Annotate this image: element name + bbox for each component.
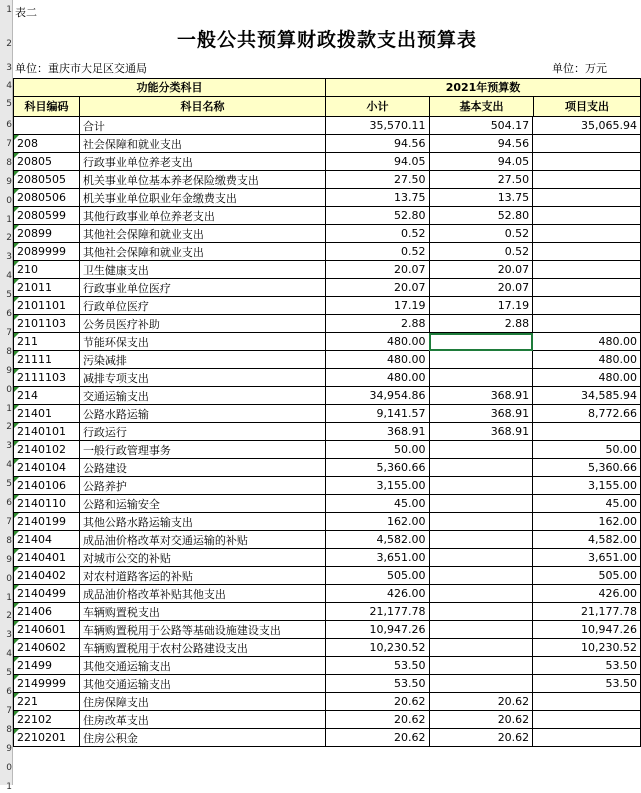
total-cell[interactable]: 45.00: [325, 495, 429, 513]
row-number[interactable]: 3: [6, 441, 12, 452]
row-number[interactable]: 4: [6, 81, 12, 91]
table-row: [14, 369, 641, 387]
budget-table: [13, 116, 641, 747]
row-number[interactable]: 0: [6, 384, 12, 395]
row-number[interactable]: 2: [6, 39, 12, 49]
total-cell[interactable]: 20.07: [325, 279, 429, 297]
table-row: [14, 675, 641, 693]
basic-cell[interactable]: [429, 513, 533, 531]
table-row: [14, 279, 641, 297]
total-cell[interactable]: 480.00: [325, 333, 429, 351]
code-cell[interactable]: 2111103: [14, 369, 80, 387]
basic-cell[interactable]: [429, 531, 533, 549]
project-cell[interactable]: [533, 261, 641, 279]
code-cell[interactable]: 2149999: [14, 675, 80, 693]
basic-cell[interactable]: [429, 567, 533, 585]
basic-cell[interactable]: 504.17: [429, 117, 533, 135]
table-row: [14, 351, 641, 369]
row-number[interactable]: 9: [6, 365, 12, 376]
name-cell[interactable]: 行政单位医疗: [79, 297, 325, 315]
row-number[interactable]: 4: [6, 649, 12, 660]
project-cell[interactable]: 10,230.52: [533, 639, 641, 657]
basic-cell[interactable]: [429, 657, 533, 675]
row-number[interactable]: 7: [6, 327, 12, 338]
name-cell[interactable]: 行政事业单位医疗: [79, 279, 325, 297]
row-number[interactable]: 8: [6, 157, 12, 168]
header-group-budget[interactable]: 2021年预算数: [325, 78, 641, 97]
project-cell[interactable]: 4,582.00: [533, 531, 641, 549]
code-cell[interactable]: 2140199: [14, 513, 80, 531]
row-number[interactable]: 6: [6, 120, 12, 130]
code-cell[interactable]: 2140104: [14, 459, 80, 477]
header-total[interactable]: 小计: [325, 96, 430, 117]
total-cell[interactable]: 52.80: [325, 207, 429, 225]
project-cell[interactable]: 34,585.94: [533, 387, 641, 405]
name-cell[interactable]: 卫生健康支出: [79, 261, 325, 279]
project-cell[interactable]: 8,772.66: [533, 405, 641, 423]
basic-cell[interactable]: [429, 675, 533, 693]
row-number[interactable]: 3: [6, 630, 12, 641]
code-cell[interactable]: 2080506: [14, 189, 80, 207]
row-number[interactable]: 6: [6, 309, 12, 319]
basic-cell[interactable]: [429, 549, 533, 567]
project-cell[interactable]: 21,177.78: [533, 603, 641, 621]
row-number[interactable]: 6: [6, 687, 12, 697]
row-number[interactable]: 3: [6, 252, 12, 263]
total-cell[interactable]: 2.88: [325, 315, 429, 333]
row-number[interactable]: 7: [6, 138, 12, 149]
project-cell[interactable]: [533, 693, 641, 711]
basic-cell[interactable]: 368.91: [429, 405, 533, 423]
total-cell[interactable]: 17.19: [325, 297, 429, 315]
total-cell[interactable]: 4,582.00: [325, 531, 429, 549]
project-cell[interactable]: [533, 171, 641, 189]
code-cell[interactable]: 2089999: [14, 243, 80, 261]
row-number[interactable]: 0: [6, 573, 12, 584]
name-cell[interactable]: 节能环保支出: [79, 333, 325, 351]
table-row: [14, 405, 641, 423]
project-cell[interactable]: [533, 207, 641, 225]
code-cell[interactable]: 20899: [14, 225, 80, 243]
code-cell[interactable]: 2101101: [14, 297, 80, 315]
table-row: [14, 513, 641, 531]
table-row: [14, 729, 641, 747]
row-number[interactable]: 9: [6, 176, 12, 187]
row-number[interactable]: 8: [6, 724, 12, 735]
total-cell[interactable]: 20.62: [325, 693, 429, 711]
total-cell[interactable]: 53.50: [325, 657, 429, 675]
name-cell[interactable]: 污染减排: [79, 351, 325, 369]
name-cell[interactable]: 对城市公交的补贴: [79, 549, 325, 567]
total-cell[interactable]: 94.56: [325, 135, 429, 153]
basic-cell[interactable]: [429, 585, 533, 603]
table-row: [14, 585, 641, 603]
name-cell[interactable]: 车辆购置税支出: [79, 603, 325, 621]
project-cell[interactable]: [533, 423, 641, 441]
table-row: [14, 297, 641, 315]
code-cell[interactable]: 2140601: [14, 621, 80, 639]
name-cell[interactable]: 公路水路运输: [79, 405, 325, 423]
code-cell[interactable]: 2140401: [14, 549, 80, 567]
code-cell[interactable]: 2140110: [14, 495, 80, 513]
name-cell[interactable]: 成品油价格改革对交通运输的补贴: [79, 531, 325, 549]
basic-cell[interactable]: [429, 459, 533, 477]
table-row: [14, 261, 641, 279]
total-cell[interactable]: 20.62: [325, 729, 429, 747]
total-cell[interactable]: 3,651.00: [325, 549, 429, 567]
total-cell[interactable]: 162.00: [325, 513, 429, 531]
code-cell[interactable]: 2140499: [14, 585, 80, 603]
table-row: [14, 171, 641, 189]
table-row: [14, 333, 641, 351]
basic-cell[interactable]: [429, 369, 533, 387]
basic-cell[interactable]: [429, 639, 533, 657]
code-cell[interactable]: 208: [14, 135, 80, 153]
name-cell[interactable]: 公路和运输安全: [79, 495, 325, 513]
table-row: [14, 243, 641, 261]
table-row: [14, 549, 641, 567]
table-row: [14, 117, 641, 135]
name-cell[interactable]: 对农村道路客运的补贴: [79, 567, 325, 585]
table-row: [14, 621, 641, 639]
basic-cell[interactable]: [429, 333, 533, 351]
row-number[interactable]: 4: [6, 271, 12, 282]
total-cell[interactable]: 10,947.26: [325, 621, 429, 639]
basic-cell[interactable]: [429, 351, 533, 369]
basic-cell[interactable]: 20.07: [429, 261, 533, 279]
name-cell[interactable]: 住房公积金: [79, 729, 325, 747]
basic-cell[interactable]: 20.62: [429, 711, 533, 729]
name-cell[interactable]: 其他公路水路运输支出: [79, 513, 325, 531]
total-cell[interactable]: 94.05: [325, 153, 429, 171]
project-cell[interactable]: 480.00: [533, 369, 641, 387]
project-cell[interactable]: [533, 189, 641, 207]
code-cell[interactable]: 2140101: [14, 423, 80, 441]
basic-cell[interactable]: [429, 441, 533, 459]
name-cell[interactable]: 公路建设: [79, 459, 325, 477]
header-basic[interactable]: 基本支出: [429, 96, 534, 117]
code-cell[interactable]: 2101103: [14, 315, 80, 333]
basic-cell[interactable]: 0.52: [429, 243, 533, 261]
basic-cell[interactable]: [429, 603, 533, 621]
row-number[interactable]: 5: [6, 290, 12, 301]
table-row: [14, 189, 641, 207]
name-cell[interactable]: 成品油价格改革补贴其他支出: [79, 585, 325, 603]
name-cell[interactable]: 车辆购置税用于农村公路建设支出: [79, 639, 325, 657]
code-cell[interactable]: 21111: [14, 351, 80, 369]
name-cell[interactable]: 社会保障和就业支出: [79, 135, 325, 153]
project-cell[interactable]: 3,651.00: [533, 549, 641, 567]
table-row: [14, 207, 641, 225]
row-number[interactable]: 1: [6, 781, 12, 792]
project-cell[interactable]: 50.00: [533, 441, 641, 459]
basic-cell[interactable]: [429, 495, 533, 513]
row-number[interactable]: 1: [6, 403, 12, 414]
unit-left[interactable]: 单位：重庆市大足区交通局: [15, 62, 147, 75]
table-row: [14, 639, 641, 657]
total-cell[interactable]: 35,570.11: [325, 117, 429, 135]
code-cell[interactable]: 2140106: [14, 477, 80, 495]
code-cell[interactable]: 21404: [14, 531, 80, 549]
total-cell[interactable]: 9,141.57: [325, 405, 429, 423]
total-cell[interactable]: 13.75: [325, 189, 429, 207]
name-cell[interactable]: 其他交通运输支出: [79, 657, 325, 675]
row-number[interactable]: 8: [6, 346, 12, 357]
code-cell[interactable]: 214: [14, 387, 80, 405]
header-code[interactable]: 科目编码: [13, 96, 80, 117]
row-number[interactable]: 2: [6, 422, 12, 433]
basic-cell[interactable]: [429, 621, 533, 639]
row-number[interactable]: 0: [6, 195, 12, 206]
total-cell[interactable]: 53.50: [325, 675, 429, 693]
table-row: [14, 531, 641, 549]
table-note[interactable]: 表二: [15, 6, 37, 19]
table-row: [14, 387, 641, 405]
total-cell[interactable]: 50.00: [325, 441, 429, 459]
row-number[interactable]: 6: [6, 498, 12, 508]
code-cell[interactable]: 21401: [14, 405, 80, 423]
name-cell[interactable]: 合计: [79, 117, 325, 135]
name-cell[interactable]: 公务员医疗补助: [79, 315, 325, 333]
project-cell[interactable]: 162.00: [533, 513, 641, 531]
row-header-column[interactable]: [0, 0, 13, 792]
table-row: [14, 153, 641, 171]
code-cell[interactable]: 2140102: [14, 441, 80, 459]
project-cell[interactable]: [533, 297, 641, 315]
project-cell[interactable]: 3,155.00: [533, 477, 641, 495]
code-cell[interactable]: 21499: [14, 657, 80, 675]
total-cell[interactable]: 3,155.00: [325, 477, 429, 495]
code-cell[interactable]: 2080505: [14, 171, 80, 189]
row-number[interactable]: 0: [6, 762, 12, 773]
row-number[interactable]: 1: [6, 592, 12, 603]
table-row: [14, 459, 641, 477]
row-number[interactable]: 2: [6, 611, 12, 622]
name-cell[interactable]: 住房保障支出: [79, 693, 325, 711]
header-project[interactable]: 项目支出: [533, 96, 641, 117]
row-number[interactable]: 7: [6, 516, 12, 527]
total-cell[interactable]: 34,954.86: [325, 387, 429, 405]
project-cell[interactable]: 480.00: [533, 333, 641, 351]
name-cell[interactable]: 行政事业单位养老支出: [79, 153, 325, 171]
code-cell[interactable]: 210: [14, 261, 80, 279]
project-cell[interactable]: [533, 225, 641, 243]
table-row: [14, 441, 641, 459]
code-cell[interactable]: 2140602: [14, 639, 80, 657]
basic-cell[interactable]: 13.75: [429, 189, 533, 207]
table-row: [14, 603, 641, 621]
table-row: [14, 315, 641, 333]
basic-cell[interactable]: 0.52: [429, 225, 533, 243]
total-cell[interactable]: 480.00: [325, 369, 429, 387]
basic-cell[interactable]: 94.56: [429, 135, 533, 153]
row-number[interactable]: 1: [6, 5, 12, 15]
code-cell[interactable]: 2140402: [14, 567, 80, 585]
name-cell[interactable]: 公路养护: [79, 477, 325, 495]
total-cell[interactable]: 505.00: [325, 567, 429, 585]
basic-cell[interactable]: 27.50: [429, 171, 533, 189]
name-cell[interactable]: 其他社会保障和就业支出: [79, 225, 325, 243]
total-cell[interactable]: 0.52: [325, 225, 429, 243]
total-cell[interactable]: 20.62: [325, 711, 429, 729]
code-cell[interactable]: [14, 117, 80, 135]
row-number[interactable]: 5: [6, 668, 12, 679]
project-cell[interactable]: [533, 315, 641, 333]
name-cell[interactable]: 其他社会保障和就业支出: [79, 243, 325, 261]
row-number[interactable]: 3: [6, 63, 12, 73]
total-cell[interactable]: 5,360.66: [325, 459, 429, 477]
name-cell[interactable]: 机关事业单位基本养老保险缴费支出: [79, 171, 325, 189]
table-row: [14, 693, 641, 711]
name-cell[interactable]: 减排专项支出: [79, 369, 325, 387]
table-row: [14, 657, 641, 675]
basic-cell[interactable]: 52.80: [429, 207, 533, 225]
table-row: [14, 225, 641, 243]
name-cell[interactable]: 车辆购置税用于公路等基础设施建设支出: [79, 621, 325, 639]
project-cell[interactable]: 10,947.26: [533, 621, 641, 639]
code-cell[interactable]: 2210201: [14, 729, 80, 747]
project-cell[interactable]: [533, 153, 641, 171]
project-cell[interactable]: 53.50: [533, 675, 641, 693]
code-cell[interactable]: 22102: [14, 711, 80, 729]
project-cell[interactable]: [533, 243, 641, 261]
project-cell[interactable]: [533, 279, 641, 297]
total-cell[interactable]: 10,230.52: [325, 639, 429, 657]
total-cell[interactable]: 368.91: [325, 423, 429, 441]
header-name[interactable]: 科目名称: [79, 96, 326, 117]
total-cell[interactable]: 0.52: [325, 243, 429, 261]
row-number[interactable]: 5: [6, 99, 12, 109]
header-group-function[interactable]: 功能分类科目: [13, 78, 326, 97]
code-cell[interactable]: 211: [14, 333, 80, 351]
project-cell[interactable]: 426.00: [533, 585, 641, 603]
total-cell[interactable]: 480.00: [325, 351, 429, 369]
row-number[interactable]: 8: [6, 535, 12, 546]
name-cell[interactable]: 住房改革支出: [79, 711, 325, 729]
row-number[interactable]: 7: [6, 705, 12, 716]
code-cell[interactable]: 221: [14, 693, 80, 711]
name-cell[interactable]: 行政运行: [79, 423, 325, 441]
code-cell[interactable]: 21406: [14, 603, 80, 621]
project-cell[interactable]: 35,065.94: [533, 117, 641, 135]
basic-cell[interactable]: [429, 477, 533, 495]
project-cell[interactable]: 480.00: [533, 351, 641, 369]
basic-cell[interactable]: 20.62: [429, 693, 533, 711]
project-cell[interactable]: 45.00: [533, 495, 641, 513]
basic-cell[interactable]: 368.91: [429, 387, 533, 405]
basic-cell[interactable]: 368.91: [429, 423, 533, 441]
name-cell[interactable]: 其他交通运输支出: [79, 675, 325, 693]
code-cell[interactable]: 20805: [14, 153, 80, 171]
code-cell[interactable]: 2080599: [14, 207, 80, 225]
unit-right[interactable]: 单位：万元: [552, 62, 607, 75]
project-cell[interactable]: 53.50: [533, 657, 641, 675]
total-cell[interactable]: 21,177.78: [325, 603, 429, 621]
total-cell[interactable]: 426.00: [325, 585, 429, 603]
name-cell[interactable]: 其他行政事业单位养老支出: [79, 207, 325, 225]
table-row: [14, 711, 641, 729]
row-number[interactable]: 2: [6, 233, 12, 244]
name-cell[interactable]: 机关事业单位职业年金缴费支出: [79, 189, 325, 207]
row-number[interactable]: 9: [6, 743, 12, 754]
basic-cell[interactable]: 2.88: [429, 315, 533, 333]
name-cell[interactable]: 一般行政管理事务: [79, 441, 325, 459]
table-row: [14, 495, 641, 513]
table-row: [14, 423, 641, 441]
project-cell[interactable]: [533, 135, 641, 153]
basic-cell[interactable]: 20.07: [429, 279, 533, 297]
row-number[interactable]: 4: [6, 460, 12, 471]
page-title[interactable]: 一般公共预算财政拨款支出预算表: [176, 29, 477, 51]
row-number[interactable]: 5: [6, 479, 12, 490]
total-cell[interactable]: 20.07: [325, 261, 429, 279]
basic-cell[interactable]: 17.19: [429, 297, 533, 315]
row-number[interactable]: 9: [6, 554, 12, 565]
basic-cell[interactable]: 20.62: [429, 729, 533, 747]
spreadsheet: [13, 0, 641, 785]
basic-cell[interactable]: 94.05: [429, 153, 533, 171]
table-row: [14, 567, 641, 585]
project-cell[interactable]: 5,360.66: [533, 459, 641, 477]
name-cell[interactable]: 交通运输支出: [79, 387, 325, 405]
project-cell[interactable]: [533, 729, 641, 747]
table-row: [14, 477, 641, 495]
code-cell[interactable]: 21011: [14, 279, 80, 297]
table-row: [14, 135, 641, 153]
project-cell[interactable]: [533, 711, 641, 729]
total-cell[interactable]: 27.50: [325, 171, 429, 189]
project-cell[interactable]: 505.00: [533, 567, 641, 585]
row-number[interactable]: 1: [6, 214, 12, 225]
